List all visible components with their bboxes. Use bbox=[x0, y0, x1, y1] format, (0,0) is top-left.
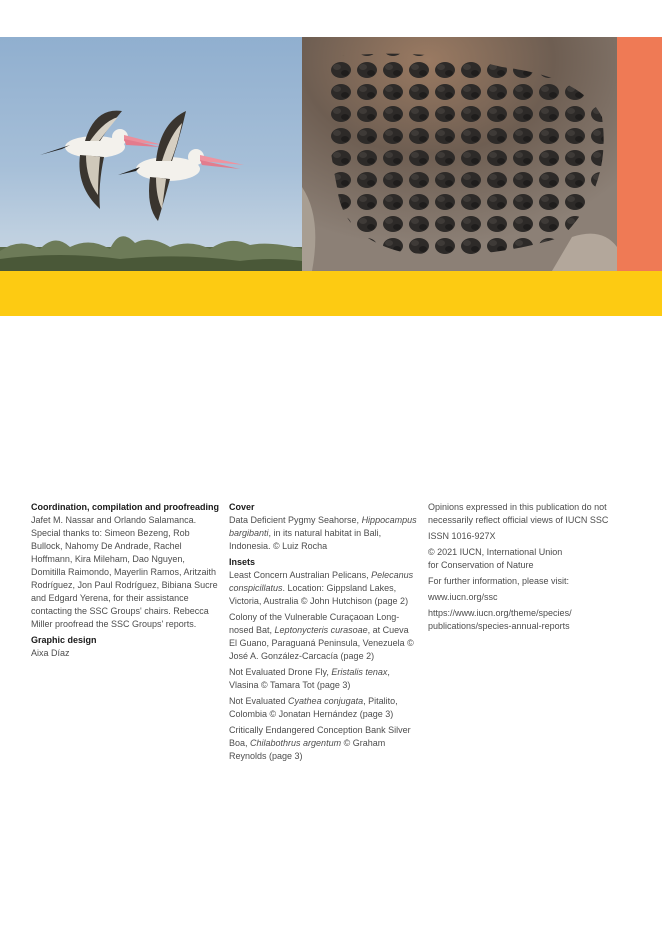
coordination-text: Jafet M. Nassar and Orlando Salamanca. Special thanks to: Simeon Bezeng, Rob Bullock, Nahomy De Andrade, Rachel Hoffmann, Kira Mileham, Dao Nguyen, Domitilla Raimondo, Mayerlin Ramos, Aritzaith Rodríguez, Jon Paul Rodríguez, Bibiana Sucre and Edgard Yerena, for their assistance contacting the SSC Groups' chairs. Rebecca Miller proofread the SSC Groups' reports. bbox=[31, 515, 218, 629]
header-photo-band bbox=[0, 37, 662, 271]
pelicans-photo bbox=[0, 37, 302, 271]
disclaimer-text: Opinions expressed in this publication do not necessarily reflect official views of IUCN SSC bbox=[428, 502, 609, 525]
orange-accent-strip bbox=[617, 37, 662, 271]
ssc-link[interactable]: www.iucn.org/ssc bbox=[428, 592, 498, 602]
bat-colony-illustration bbox=[302, 37, 617, 271]
pelican-left bbox=[40, 111, 163, 209]
graphic-design-text: Aixa Díaz bbox=[31, 648, 70, 658]
issn-text: ISSN 1016-927X bbox=[428, 531, 496, 541]
yellow-accent-band bbox=[0, 271, 662, 316]
treeline bbox=[0, 236, 302, 271]
inset-credit-1: Least Concern Australian Pelicans, Pelecanus conspicillatus. Location: Gippsland Lakes, Victoria, Australia © John Hutchison (page 2) bbox=[229, 570, 414, 606]
inset-credit-5: Critically Endangered Conception Bank Silver Boa, Chilabothrus argentum © Graham Reynolds (page 3) bbox=[229, 725, 411, 761]
inset-credit-2: Colony of the Vulnerable Curaçaoan Long-nosed Bat, Leptonycteris curasoae, at Cueva El Guano, Paraguaná Peninsula, Venezuela © José A. González-Carcacía (page 2) bbox=[229, 612, 414, 661]
graphic-design-heading: Graphic design bbox=[31, 635, 97, 645]
annual-reports-link[interactable]: https://www.iucn.org/theme/species/ publications/species-annual-reports bbox=[428, 608, 572, 631]
pelican-right bbox=[118, 111, 244, 221]
coordination-heading: Coordination, compilation and proofreading bbox=[31, 502, 219, 512]
copyright-text: © 2021 IUCN, International Union for Conservation of Nature bbox=[428, 547, 563, 570]
credits-column bbox=[31, 501, 221, 663]
inset-credit-3: Not Evaluated Drone Fly, Eristalis tenax, Vlasina © Tamara Tot (page 3) bbox=[229, 667, 390, 690]
pelicans-illustration bbox=[0, 37, 302, 271]
bats-photo bbox=[302, 37, 617, 271]
photo-credits-column bbox=[229, 501, 419, 766]
cover-heading: Cover bbox=[229, 502, 255, 512]
cover-credit: Data Deficient Pygmy Seahorse, Hippocampus bargibanti, in its natural habitat in Bali, Indonesia. © Luiz Rocha bbox=[229, 515, 417, 551]
further-info-text: For further information, please visit: bbox=[428, 576, 570, 586]
inset-credit-4: Not Evaluated Cyathea conjugata, Pitalito, Colombia © Jonatan Hernández (page 3) bbox=[229, 696, 398, 719]
insets-heading: Insets bbox=[229, 557, 256, 567]
publication-info-column bbox=[428, 501, 628, 636]
